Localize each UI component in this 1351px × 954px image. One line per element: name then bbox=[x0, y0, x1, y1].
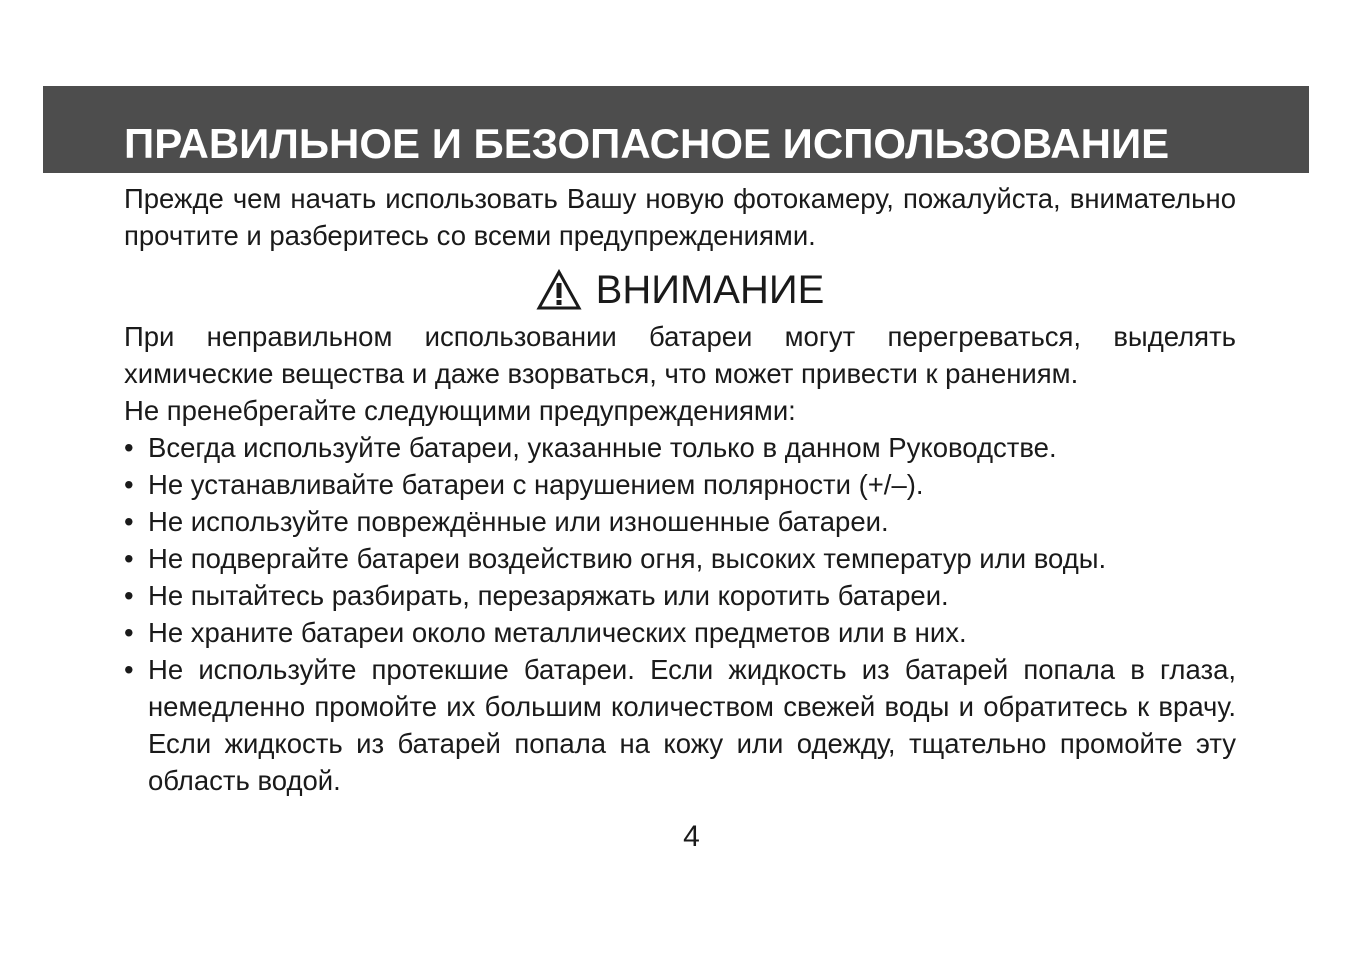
list-item-text: Не используйте повреждённые или изношенные батареи. bbox=[148, 506, 889, 537]
bullet-icon: • bbox=[124, 543, 134, 574]
intro-paragraph: Прежде чем начать использовать Вашу новую фотокамеру, пожалуйста, внимательно прочтите и разберитесь со всеми предупреждениями. bbox=[124, 183, 1236, 251]
list-item-text: Не подвергайте батареи воздействию огня, высоких температур или воды. bbox=[148, 543, 1107, 574]
bullet-icon: • bbox=[124, 617, 134, 648]
list-item-text: Не храните батареи около металлических предметов или в них. bbox=[148, 617, 967, 648]
warning-heading bbox=[124, 266, 1236, 314]
main-content bbox=[124, 180, 1236, 799]
list-item bbox=[124, 429, 1236, 466]
page-number: 4 bbox=[683, 820, 700, 853]
bullet-icon: • bbox=[124, 506, 134, 537]
page-title: ПРАВИЛЬНОЕ И БЕЗОПАСНОЕ ИСПОЛЬЗОВАНИЕ bbox=[124, 120, 1170, 167]
bullet-icon: • bbox=[124, 469, 134, 500]
warning-description: При неправильном использовании батареи могут перегреваться, выделять химические вещества и даже взорваться, что может привести к ранениям. bbox=[124, 321, 1236, 389]
warning-heading-label: ВНИМАНИЕ bbox=[595, 268, 825, 312]
list-item-text: Всегда используйте батареи, указанные только в данном Руководстве. bbox=[148, 432, 1057, 463]
bullet-icon: • bbox=[124, 580, 134, 611]
warning-triangle-icon bbox=[536, 269, 582, 311]
list-item bbox=[124, 651, 1236, 799]
list-item bbox=[124, 614, 1236, 651]
bullet-icon: • bbox=[124, 654, 134, 685]
list-item-text: Не пытайтесь разбирать, перезаряжать или коротить батареи. bbox=[148, 580, 949, 611]
list-item bbox=[124, 577, 1236, 614]
list-item bbox=[124, 503, 1236, 540]
list-item bbox=[124, 540, 1236, 577]
warning-list bbox=[124, 429, 1236, 799]
list-item-text: Не используйте протекшие батареи. Если жидкость из батарей попала в глаза, немедленно промойте их большим количеством свежей воды и обратитесь к врачу. Если жидкость из батарей попала на кожу или одежду, тщательно промойте эту область водой. bbox=[148, 654, 1236, 796]
bullet-icon: • bbox=[124, 432, 134, 463]
list-item bbox=[124, 466, 1236, 503]
warning-lead: Не пренебрегайте следующими предупреждениями: bbox=[124, 395, 796, 426]
list-item-text: Не устанавливайте батареи с нарушением полярности (+/–). bbox=[148, 469, 924, 500]
